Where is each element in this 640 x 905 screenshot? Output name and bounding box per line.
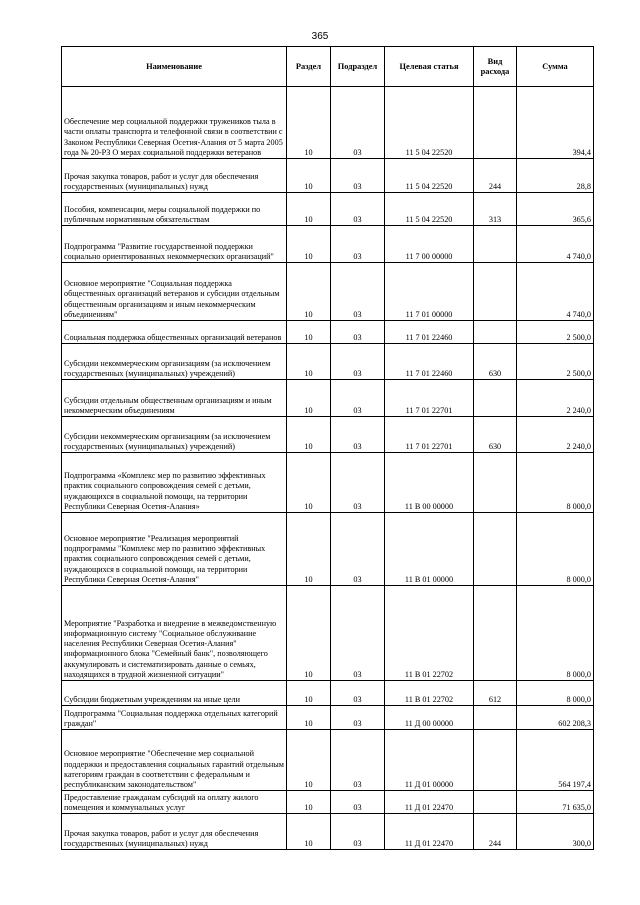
- row-expense-cell: 313: [474, 193, 517, 226]
- table-header-row: [62, 47, 594, 87]
- row-amount-cell: 8 000,0: [517, 681, 594, 706]
- row-subsection-cell: 03: [331, 193, 385, 226]
- row-expense-cell: 612: [474, 681, 517, 706]
- row-subsection-cell: 03: [331, 791, 385, 814]
- row-amount-cell: 8 000,0: [517, 586, 594, 681]
- table-row: [62, 586, 594, 681]
- row-section-cell: 10: [287, 263, 331, 321]
- row-target-cell: 11 В 01 22702: [385, 586, 474, 681]
- row-name-cell: [62, 681, 287, 706]
- row-subsection-cell: 03: [331, 159, 385, 193]
- row-name-cell: [62, 321, 287, 344]
- row-name-text: Подпрограмма «Комплекс мер по развитию эффективных практик социального сопровождения семей с детьми, нуждающихся в социальной помощи, на территории Республики Северная Осетия-Алания»: [64, 471, 266, 511]
- row-expense-cell: [474, 87, 517, 159]
- table-row: [62, 453, 594, 513]
- header-subsection: Подраздел: [331, 47, 385, 87]
- row-section-cell: 10: [287, 321, 331, 344]
- row-name-cell: [62, 791, 287, 814]
- row-expense-cell: [474, 263, 517, 321]
- row-section-cell: 10: [287, 417, 331, 453]
- row-name-cell: [62, 417, 287, 453]
- table-row: [62, 380, 594, 417]
- row-target-cell: 11 В 01 00000: [385, 513, 474, 586]
- row-target-cell: 11 Д 01 22470: [385, 814, 474, 850]
- row-name-text: Субсидии некоммерческим организациям (за исключением государственных (муниципальных) учреждений): [64, 358, 271, 378]
- row-target-cell: 11 5 04 22520: [385, 193, 474, 226]
- table-body: [62, 87, 594, 850]
- row-expense-cell: [474, 453, 517, 513]
- row-name-text: Основное мероприятие "Реализация мероприятий подпрограммы "Комплекс мер по развитию эффективных практик социального сопровождения семей с детьми, нуждающихся в социальной помощи, на территории Республики Северная Осетия-Алания": [64, 533, 266, 584]
- row-expense-cell: 630: [474, 417, 517, 453]
- row-expense-cell: [474, 791, 517, 814]
- row-subsection-cell: 03: [331, 344, 385, 380]
- row-target-cell: 11 В 01 22702: [385, 681, 474, 706]
- row-section-cell: 10: [287, 226, 331, 263]
- row-expense-cell: [474, 380, 517, 417]
- row-expense-cell: 630: [474, 344, 517, 380]
- row-subsection-cell: 03: [331, 513, 385, 586]
- row-amount-cell: 300,0: [517, 814, 594, 850]
- row-name-cell: [62, 159, 287, 193]
- row-subsection-cell: 03: [331, 321, 385, 344]
- row-expense-cell: [474, 321, 517, 344]
- row-subsection-cell: 03: [331, 417, 385, 453]
- table-row: [62, 706, 594, 730]
- row-name-text: Прочая закупка товаров, работ и услуг для обеспечения государственных (муниципальных) нужд: [64, 171, 259, 191]
- row-name-text: Социальная поддержка общественных организаций ветеранов: [64, 332, 282, 342]
- row-name-text: Подпрограмма "Развитие государственной поддержки социально ориентированных некоммерческих организаций": [64, 241, 274, 261]
- row-target-cell: 11 7 01 22460: [385, 344, 474, 380]
- row-name-cell: [62, 193, 287, 226]
- row-section-cell: 10: [287, 344, 331, 380]
- row-subsection-cell: 03: [331, 263, 385, 321]
- row-amount-cell: 28,8: [517, 159, 594, 193]
- row-target-cell: 11 7 01 22701: [385, 380, 474, 417]
- row-subsection-cell: 03: [331, 681, 385, 706]
- row-name-text: Прочая закупка товаров, работ и услуг для обеспечения государственных (муниципальных) нужд: [64, 828, 259, 848]
- row-name-text: Субсидии некоммерческим организациям (за исключением государственных (муниципальных) учреждений): [64, 431, 271, 451]
- row-subsection-cell: 03: [331, 226, 385, 263]
- table-row: [62, 513, 594, 586]
- table-row: [62, 791, 594, 814]
- row-section-cell: 10: [287, 706, 331, 730]
- row-subsection-cell: 03: [331, 814, 385, 850]
- row-amount-cell: 4 740,0: [517, 263, 594, 321]
- row-section-cell: 10: [287, 159, 331, 193]
- row-name-text: Предоставление гражданам субсидий на оплату жилого помещения и коммунальных услуг: [64, 792, 259, 812]
- row-expense-cell: [474, 730, 517, 791]
- row-name-cell: [62, 453, 287, 513]
- row-section-cell: 10: [287, 513, 331, 586]
- table-row: [62, 730, 594, 791]
- row-amount-cell: 4 740,0: [517, 226, 594, 263]
- header-amount: Сумма: [517, 47, 594, 87]
- row-section-cell: 10: [287, 791, 331, 814]
- budget-table: [61, 46, 594, 850]
- row-section-cell: 10: [287, 193, 331, 226]
- row-name-cell: [62, 513, 287, 586]
- row-target-cell: 11 7 01 22701: [385, 417, 474, 453]
- row-name-cell: [62, 226, 287, 263]
- row-name-cell: [62, 87, 287, 159]
- row-section-cell: 10: [287, 586, 331, 681]
- row-subsection-cell: 03: [331, 380, 385, 417]
- header-name: Наименование: [62, 47, 287, 87]
- row-name-cell: [62, 586, 287, 681]
- row-name-text: Мероприятие "Разработка и внедрение в межведомственную информационную систему "Социальное обслуживание населения Республики Северная Осетия-Алания" информационного блока "Семейный банк", позволяющего аккумулировать и систематизировать данные о семьях, находящихся в трудной жизненной ситуации": [64, 618, 277, 679]
- row-target-cell: 11 В 00 00000: [385, 453, 474, 513]
- row-amount-cell: 2 240,0: [517, 417, 594, 453]
- row-amount-cell: 8 000,0: [517, 453, 594, 513]
- row-section-cell: 10: [287, 814, 331, 850]
- table-row: [62, 321, 594, 344]
- table-row: [62, 344, 594, 380]
- table-row: [62, 814, 594, 850]
- row-amount-cell: 71 635,0: [517, 791, 594, 814]
- row-name-text: Подпрограмма "Социальная поддержка отдельных категорий граждан": [64, 708, 278, 728]
- row-name-text: Пособия, компенсации, меры социальной поддержки по публичным нормативным обязательствам: [64, 204, 261, 224]
- row-subsection-cell: 03: [331, 453, 385, 513]
- row-amount-cell: 564 197,4: [517, 730, 594, 791]
- row-name-text: Субсидии бюджетным учреждениям на иные цели: [64, 695, 240, 704]
- row-section-cell: 10: [287, 87, 331, 159]
- table-row: [62, 193, 594, 226]
- row-name-text: Обеспечение мер социальной поддержки тружеников тыла в части оплаты транспорта и телефонной связи в соответствии с Законом Республики Северная Осетия-Алания от 5 марта 2005 года № 20-РЗ О мерах социальной поддержки ветеранов: [64, 117, 283, 157]
- row-section-cell: 10: [287, 730, 331, 791]
- row-amount-cell: 2 500,0: [517, 321, 594, 344]
- row-subsection-cell: 03: [331, 87, 385, 159]
- page-number: 365: [311, 31, 329, 42]
- row-expense-cell: [474, 706, 517, 730]
- table-row: [62, 226, 594, 263]
- header-section: Раздел: [287, 47, 331, 87]
- row-target-cell: 11 Д 01 00000: [385, 730, 474, 791]
- row-expense-cell: 244: [474, 159, 517, 193]
- row-target-cell: 11 Д 00 00000: [385, 706, 474, 730]
- row-name-cell: [62, 814, 287, 850]
- row-target-cell: 11 7 00 00000: [385, 226, 474, 263]
- row-subsection-cell: 03: [331, 730, 385, 791]
- row-name-cell: [62, 706, 287, 730]
- row-amount-cell: 2 240,0: [517, 380, 594, 417]
- row-amount-cell: 2 500,0: [517, 344, 594, 380]
- table-row: [62, 263, 594, 321]
- row-section-cell: 10: [287, 681, 331, 706]
- row-expense-cell: [474, 586, 517, 681]
- header-target: Целевая статья: [385, 47, 474, 87]
- row-expense-cell: [474, 513, 517, 586]
- table-row: [62, 159, 594, 193]
- table-row: [62, 681, 594, 706]
- row-name-cell: [62, 263, 287, 321]
- row-amount-cell: 602 208,3: [517, 706, 594, 730]
- row-name-text: Основное мероприятие "Обеспечение мер социальной поддержки и предоставления социальных гарантий отдельным категориям граждан в соответствии с федеральным и республиканским законодательством": [64, 749, 284, 789]
- row-target-cell: 11 Д 01 22470: [385, 791, 474, 814]
- row-expense-cell: 244: [474, 814, 517, 850]
- header-expense-type: Вид расхода: [474, 47, 517, 87]
- row-subsection-cell: 03: [331, 586, 385, 681]
- row-name-cell: [62, 344, 287, 380]
- row-target-cell: 11 7 01 22460: [385, 321, 474, 344]
- row-amount-cell: 365,6: [517, 193, 594, 226]
- row-name-text: Основное мероприятие "Социальная поддержка общественных организаций ветеранов и субсидии отдельным общественным организациям и иным некоммерческим объединениям": [64, 279, 280, 319]
- table-row: [62, 87, 594, 159]
- row-target-cell: 11 7 01 00000: [385, 263, 474, 321]
- row-name-cell: [62, 730, 287, 791]
- row-section-cell: 10: [287, 380, 331, 417]
- row-name-text: Субсидии отдельным общественным организациям и иным некоммерческим объединениям: [64, 395, 272, 415]
- row-name-cell: [62, 380, 287, 417]
- row-amount-cell: 8 000,0: [517, 513, 594, 586]
- row-section-cell: 10: [287, 453, 331, 513]
- row-target-cell: 11 5 04 22520: [385, 159, 474, 193]
- row-target-cell: 11 5 04 22520: [385, 87, 474, 159]
- row-expense-cell: [474, 226, 517, 263]
- row-subsection-cell: 03: [331, 706, 385, 730]
- row-amount-cell: 394,4: [517, 87, 594, 159]
- table-row: [62, 417, 594, 453]
